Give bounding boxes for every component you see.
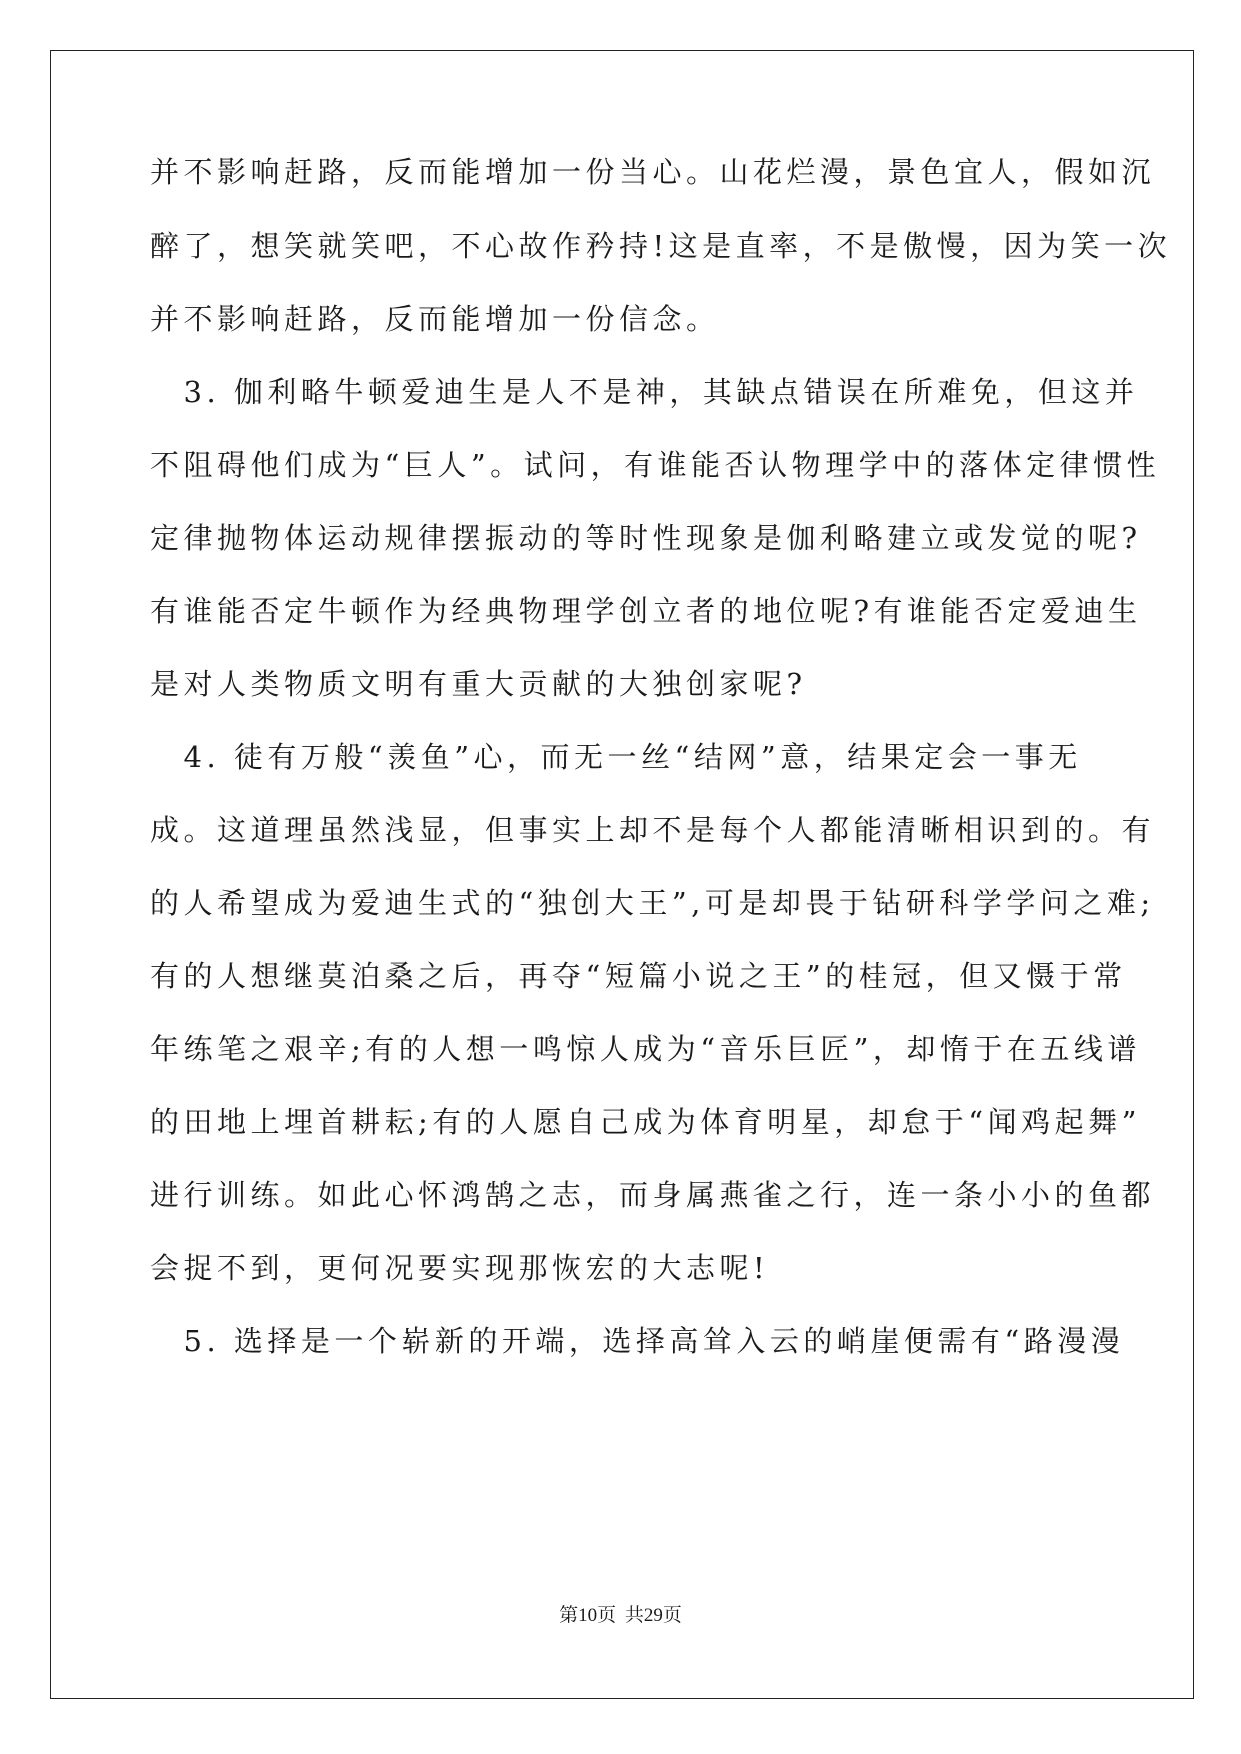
text-line: 年练笔之艰辛;有的人想一鸣惊人成为“音乐巨匠”，却惰于在五线谱 xyxy=(150,1032,1141,1066)
text-line: 的田地上埋首耕耘;有的人愿自己成为体育明星，却怠于“闻鸡起舞” xyxy=(150,1105,1141,1139)
text-line: 进行训练。如此心怀鸿鹄之志，而身属燕雀之行，连一条小小的鱼都 xyxy=(150,1178,1156,1212)
paragraph-5-start: 5. 选择是一个崭新的开端，选择高耸入云的峭崖便需有“路漫漫 xyxy=(150,1324,1125,1358)
text-line: 是对人类物质文明有重大贡献的大独创家呢? xyxy=(150,667,807,701)
text-line: 的人希望成为爱迪生式的“独创大王”,可是却畏于钻研科学学问之难; xyxy=(150,886,1155,920)
page-total: 共29页 xyxy=(624,1605,682,1626)
paragraph-4-start: 4. 徒有万般“羡鱼”心，而无一丝“结网”意，结果定会一事无 xyxy=(150,740,1082,774)
text-line: 有的人想继莫泊桑之后，再夺“短篇小说之王”的桂冠，但又慑于常 xyxy=(150,959,1127,993)
page-footer xyxy=(0,1604,1241,1628)
page-border xyxy=(50,50,1194,1699)
text-line: 有谁能否定牛顿作为经典物理学创立者的地位呢?有谁能否定爱迪生 xyxy=(150,594,1142,628)
text-line: 并不影响赶路，反而能增加一份当心。山花烂漫，景色宜人，假如沉 xyxy=(150,155,1156,189)
text-line: 会捉不到，更何况要实现那恢宏的大志呢! xyxy=(150,1251,770,1285)
text-line: 定律抛物体运动规律摆振动的等时性现象是伽利略建立或发觉的呢? xyxy=(150,521,1142,555)
text-line: 不阻碍他们成为“巨人”。试问，有谁能否认物理学中的落体定律惯性 xyxy=(150,448,1161,482)
paragraph-3-start: 3. 伽利略牛顿爱迪生是人不是神，其缺点错误在所难免，但这并 xyxy=(150,375,1139,409)
text-line: 醉了，想笑就笑吧，不心故作矜持!这是直率，不是傲慢，因为笑一次 xyxy=(150,229,1172,263)
text-line: 并不影响赶路，反而能增加一份信念。 xyxy=(150,302,720,336)
text-line: 成。这道理虽然浅显，但事实上却不是每个人都能清晰相识到的。有 xyxy=(150,813,1156,847)
page-number: 第10页 xyxy=(559,1605,617,1626)
